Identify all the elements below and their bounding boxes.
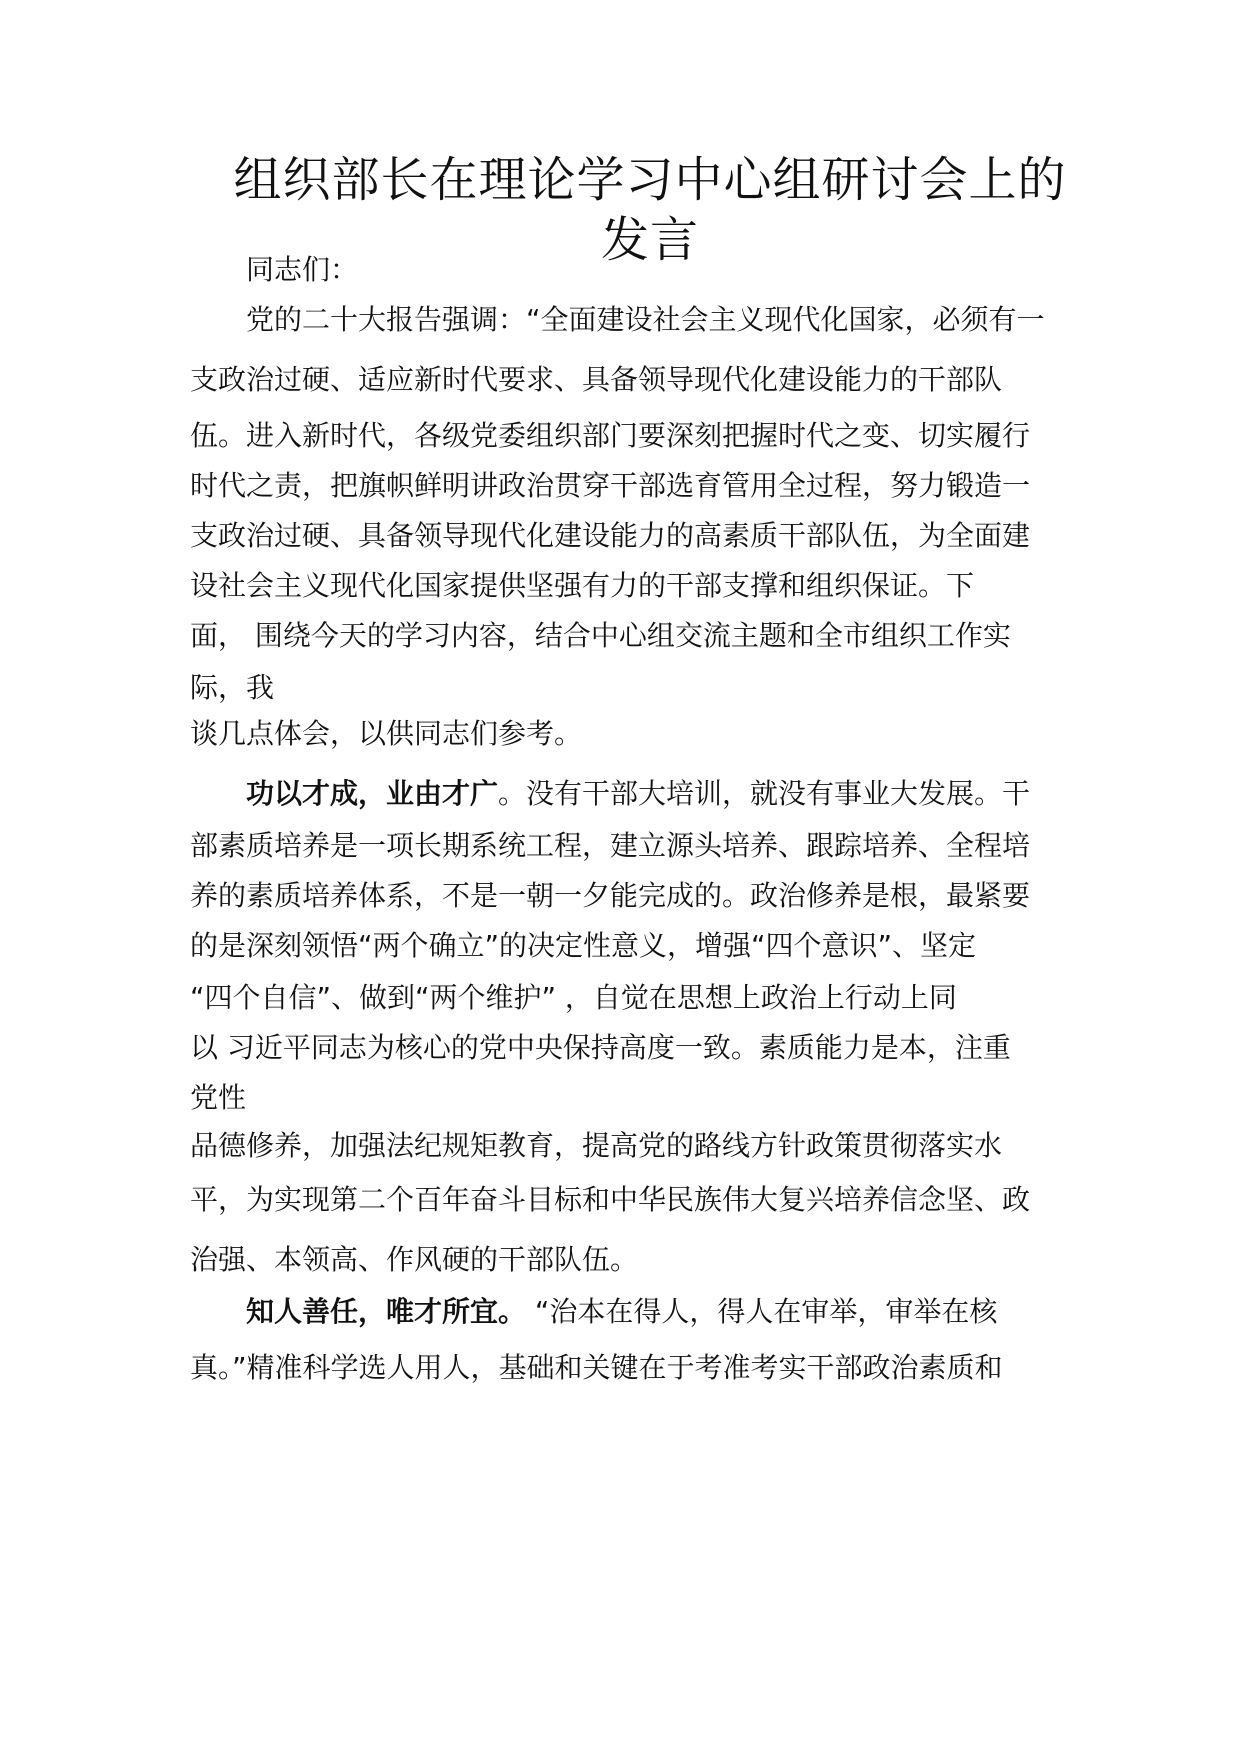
paragraph-line: 党的二十大报告强调：“全面建设社会主义现代化国家，必须有一 <box>246 303 1045 336</box>
paragraph-first-line <box>246 1294 997 1330</box>
paragraph-line: 支政治过硬、适应新时代要求、具备领导现代化建设能力的干部队 <box>190 363 1003 396</box>
paragraph-line: 时代之责，把旗帜鲜明讲政治贯穿干部选育管用全过程，努力锻造一 <box>190 469 1031 502</box>
paragraph-line: 党性 <box>190 1081 247 1114</box>
paragraph-line: 治强、本领高、作风硬的干部队伍。 <box>190 1243 639 1276</box>
paragraph-line: 际，我 <box>190 671 275 704</box>
paragraph-text: “治本在得人，得人在审举，审举在核 <box>526 1295 998 1328</box>
paragraph-line: 伍。进入新时代，各级党委组织部门要深刻把握时代之变、切实履行 <box>190 419 1031 452</box>
paragraph-text: 。没有干部大培训，就没有事业大发展。干 <box>498 777 1031 810</box>
title-line-1: 组织部长在理论学习中心组研讨会上的 <box>233 152 1067 208</box>
paragraph-line: 养的素质培养体系，不是一朝一夕能完成的。政治修养是根，最紧要 <box>190 879 1031 912</box>
section-heading: 知人善任，唯才所宜。 <box>246 1295 527 1328</box>
paragraph-line: 平，为实现第二个百年奋斗目标和中华民族伟大复兴培养信念坚、政 <box>190 1183 1031 1216</box>
paragraph-line: 设社会主义现代化国家提供坚强有力的干部支撑和组织保证。下 <box>190 569 975 602</box>
paragraph-line: 谈几点体会，以供同志们参考。 <box>190 717 583 750</box>
paragraph-line: 支政治过硬、具备领导现代化建设能力的高素质干部队伍，为全面建 <box>190 519 1031 552</box>
paragraph-line: 真。”精准科学选人用人，基础和关键在于考准考实干部政治素质和 <box>190 1351 1003 1384</box>
paragraph-line: 以 习近平同志为核心的党中央保持高度一致。素质能力是本，注重 <box>190 1031 1011 1064</box>
section-heading: 功以才成，业由才广 <box>246 777 499 810</box>
paragraph-line: 面， 围绕今天的学习内容，结合中心组交流主题和全市组织工作实 <box>190 619 1011 652</box>
title-line-2: 发言 <box>600 212 699 268</box>
paragraph-line: “四个自信”、做到“两个维护” ，自觉在思想上政治上行动上同 <box>190 981 957 1014</box>
paragraph-line: 品德修养，加强法纪规矩教育，提高党的路线方针政策贯彻落实水 <box>190 1129 1003 1162</box>
salutation: 同志们： <box>246 253 359 286</box>
paragraph-line: 的是深刻领悟“两个确立”的决定性意义，增强“四个意识”、坚定 <box>190 929 977 962</box>
paragraph-line: 部素质培养是一项长期系统工程，建立源头培养、跟踪培养、全程培 <box>190 829 1031 862</box>
paragraph-first-line <box>246 776 1030 812</box>
